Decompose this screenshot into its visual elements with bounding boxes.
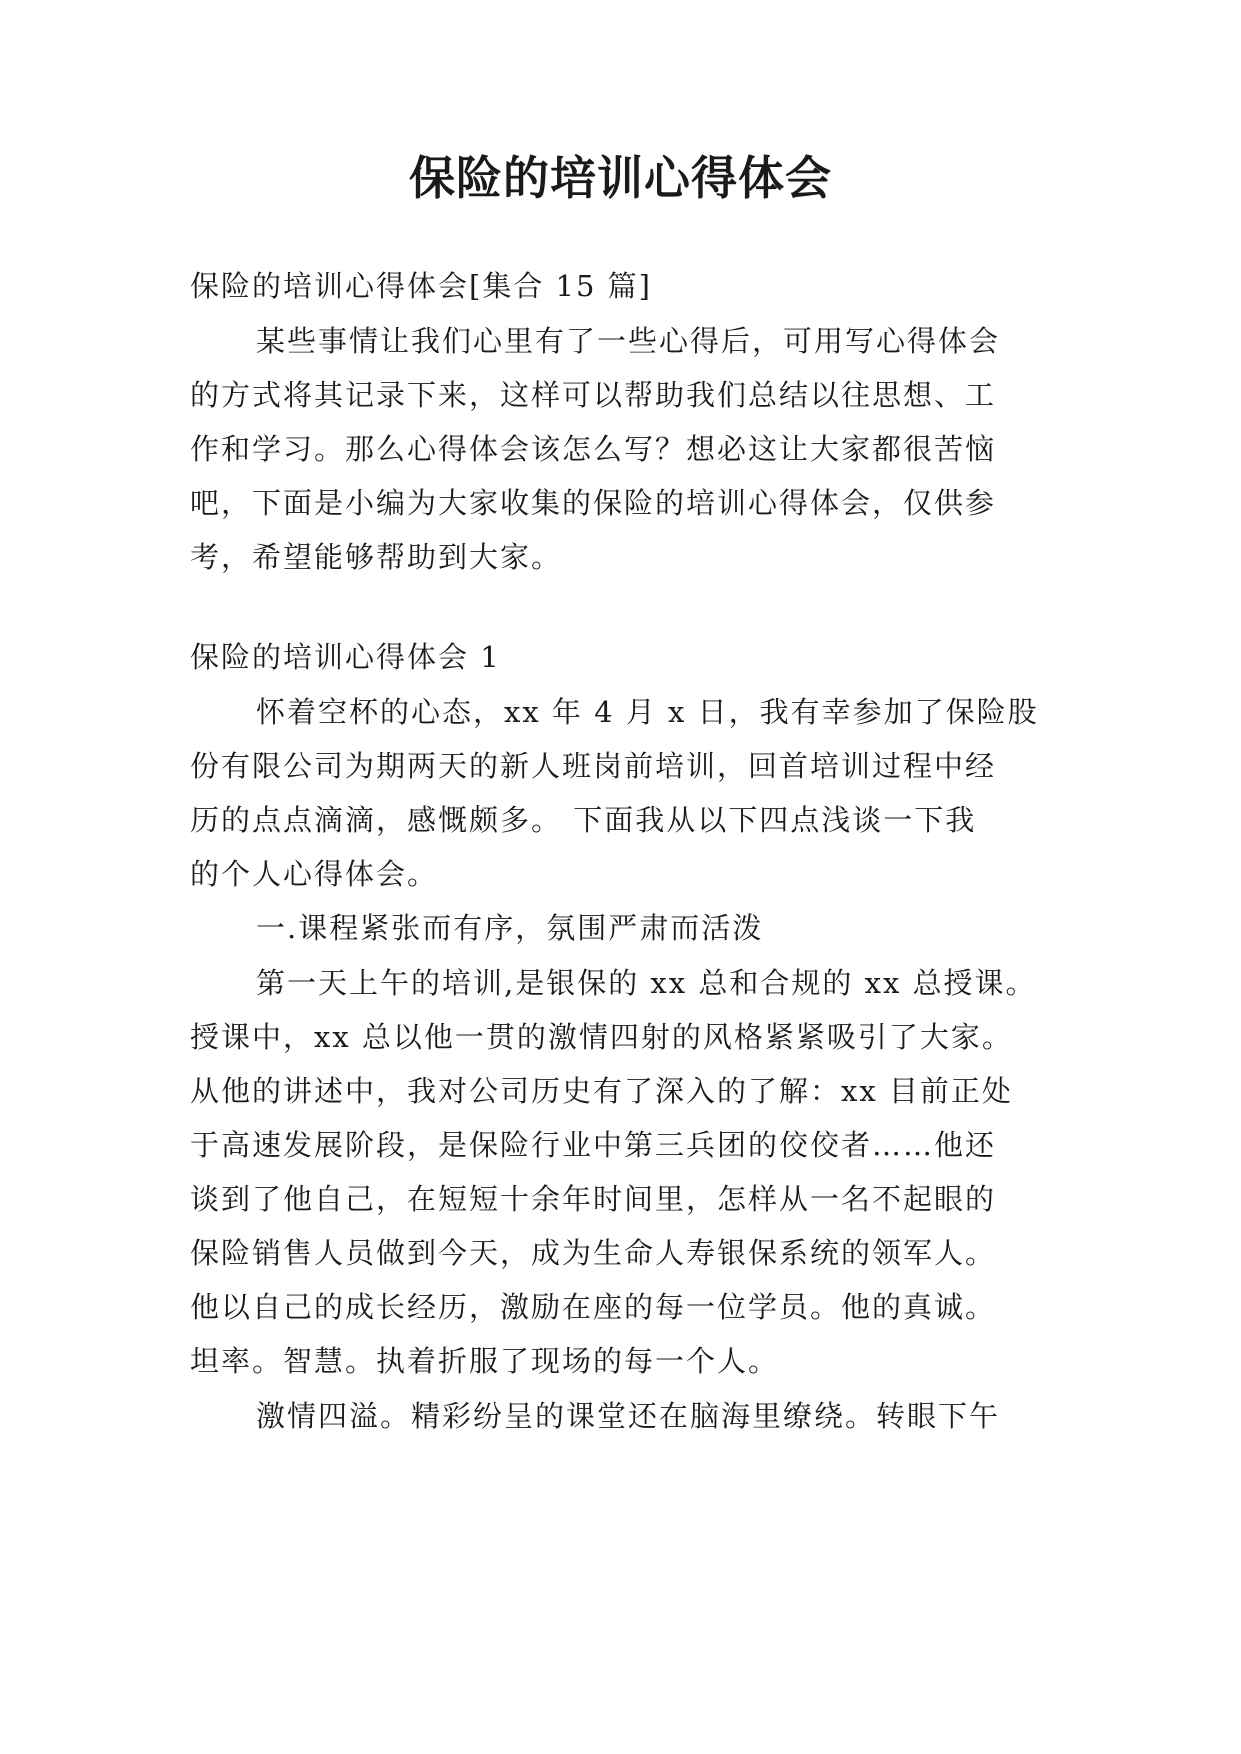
intro-line: 某些事情让我们心里有了一些心得后，可用写心得体会 xyxy=(256,324,1001,358)
paragraph-line: 坦率。智慧。执着折服了现场的每一个人。 xyxy=(190,1344,780,1378)
document-subtitle: 保险的培训心得体会[集合 15 篇] xyxy=(190,269,652,303)
paragraph-line: 怀着空杯的心态，xx 年 4 月 x 日，我有幸参加了保险股 xyxy=(256,695,1039,729)
paragraph-line: 谈到了他自己，在短短十余年时间里，怎样从一名不起眼的 xyxy=(190,1182,997,1216)
intro-line: 考，希望能够帮助到大家。 xyxy=(190,540,563,574)
paragraph-line: 授课中，xx 总以他一贯的激情四射的风格紧紧吸引了大家。 xyxy=(190,1020,1013,1054)
paragraph-line: 保险销售人员做到今天，成为生命人寿银保系统的领军人。 xyxy=(190,1236,997,1270)
section-heading: 保险的培训心得体会 1 xyxy=(190,640,501,674)
paragraph-line: 激情四溢。精彩纷呈的课堂还在脑海里缭绕。转眼下午 xyxy=(256,1399,1001,1433)
paragraph-line: 于高速发展阶段，是保险行业中第三兵团的佼佼者……他还 xyxy=(190,1128,997,1162)
paragraph-line: 第一天上午的培训,是银保的 xx 总和合规的 xx 总授课。 xyxy=(256,966,1037,1000)
intro-line: 吧，下面是小编为大家收集的保险的培训心得体会，仅供参 xyxy=(190,486,997,520)
document-title: 保险的培训心得体会 xyxy=(409,151,832,205)
paragraph-line: 的个人心得体会。 xyxy=(190,857,439,891)
paragraph-line: 历的点点滴滴，感慨颇多。 下面我从以下四点浅谈一下我 xyxy=(190,803,977,837)
paragraph-line: 份有限公司为期两天的新人班岗前培训，回首培训过程中经 xyxy=(190,749,997,783)
paragraph-line: 他以自己的成长经历，激励在座的每一位学员。他的真诚。 xyxy=(190,1290,997,1324)
intro-line: 的方式将其记录下来，这样可以帮助我们总结以往思想、工 xyxy=(190,378,997,412)
point-heading: 一.课程紧张而有序，氛围严肃而活泼 xyxy=(256,911,764,945)
paragraph-line: 从他的讲述中，我对公司历史有了深入的了解：xx 目前正处 xyxy=(190,1074,1013,1108)
intro-line: 作和学习。那么心得体会该怎么写？想必这让大家都很苦恼 xyxy=(190,432,997,466)
